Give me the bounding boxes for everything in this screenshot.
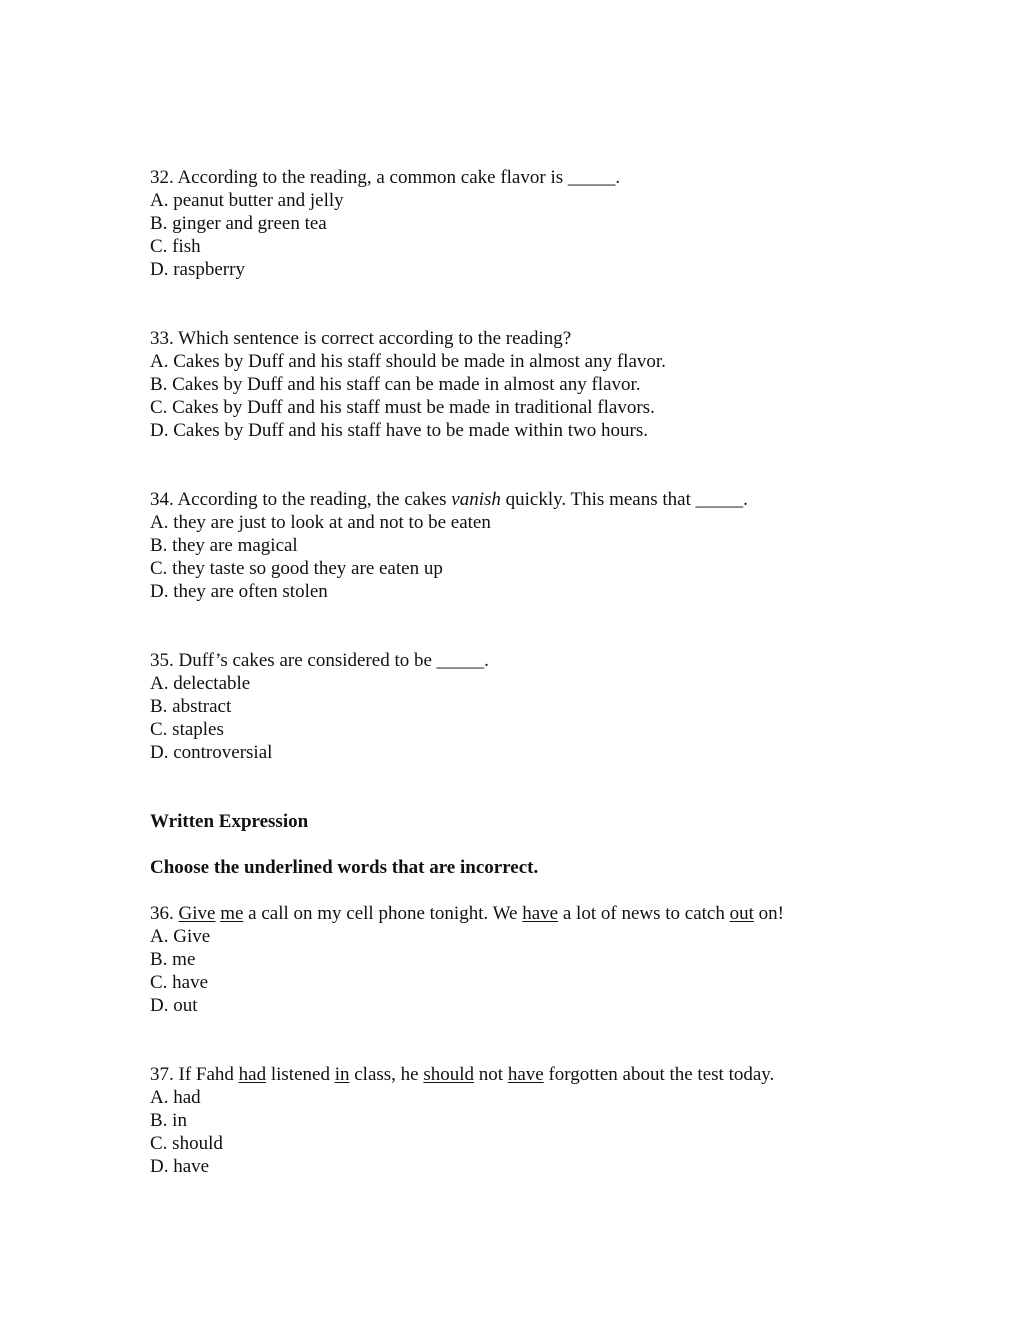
option-a: A. Give <box>150 926 211 947</box>
stem-segment: a call on my cell phone tonight. We <box>243 903 523 924</box>
option-b: B. they are magical <box>150 535 298 556</box>
option-c: C. should <box>150 1133 223 1154</box>
stem-segment: a lot of news to catch <box>558 903 730 924</box>
underlined-word: should <box>423 1064 475 1085</box>
option-b: B. abstract <box>150 696 232 717</box>
stem-segment: listened <box>266 1064 335 1085</box>
question-32 <box>150 166 930 281</box>
stem-segment: not <box>474 1064 508 1085</box>
option-d: D. out <box>150 995 198 1016</box>
section-title: Written Expression <box>150 811 309 832</box>
test-page <box>150 166 930 1178</box>
question-34 <box>150 488 930 603</box>
option-c: C. they taste so good they are eaten up <box>150 558 443 579</box>
underlined-word: out <box>729 903 754 924</box>
option-d: D. Cakes by Duff and his staff have to be made within two hours. <box>150 420 648 441</box>
option-d: D. they are often stolen <box>150 581 328 602</box>
option-c: C. Cakes by Duff and his staff must be made in traditional flavors. <box>150 397 655 418</box>
question-36 <box>150 902 930 1017</box>
option-a: A. peanut butter and jelly <box>150 190 344 211</box>
question-33 <box>150 327 930 442</box>
stem-segment: 37. If Fahd <box>150 1064 239 1085</box>
option-a: A. Cakes by Duff and his staff should be made in almost any flavor. <box>150 351 666 372</box>
option-c: C. staples <box>150 719 224 740</box>
option-a: A. delectable <box>150 673 251 694</box>
option-b: B. me <box>150 949 196 970</box>
option-d: D. controversial <box>150 742 273 763</box>
question-37 <box>150 1063 930 1178</box>
stem-segment: on! <box>753 903 784 924</box>
option-c: C. fish <box>150 236 201 257</box>
stem-segment: 36. <box>150 903 179 924</box>
question-stem: 33. Which sentence is correct according to the reading? <box>150 328 572 349</box>
underlined-word: Give <box>178 903 216 924</box>
option-d: D. have <box>150 1156 210 1177</box>
question-35 <box>150 649 930 764</box>
underlined-word: have <box>507 1064 544 1085</box>
option-b: B. in <box>150 1110 187 1131</box>
stem-text: quickly. This means that _____. <box>500 489 748 510</box>
question-stem: 35. Duff’s cakes are considered to be _____. <box>150 650 489 671</box>
option-a: A. had <box>150 1087 201 1108</box>
stem-segment: class, he <box>349 1064 424 1085</box>
stem-italic-word: vanish <box>451 489 501 510</box>
underlined-word: in <box>334 1064 350 1085</box>
stem-segment: forgotten about the test today. <box>543 1064 775 1085</box>
question-stem <box>150 902 930 925</box>
question-stem <box>150 488 930 511</box>
underlined-word: have <box>522 903 559 924</box>
option-b: B. ginger and green tea <box>150 213 327 234</box>
option-a: A. they are just to look at and not to be eaten <box>150 512 491 533</box>
option-c: C. have <box>150 972 209 993</box>
section-instruction: Choose the underlined words that are incorrect. <box>150 857 539 878</box>
question-stem <box>150 1063 930 1086</box>
underlined-word: me <box>220 903 244 924</box>
question-stem: 32. According to the reading, a common cake flavor is _____. <box>150 167 621 188</box>
option-b: B. Cakes by Duff and his staff can be made in almost any flavor. <box>150 374 641 395</box>
option-d: D. raspberry <box>150 259 245 280</box>
underlined-word: had <box>238 1064 267 1085</box>
stem-text: 34. According to the reading, the cakes <box>150 489 452 510</box>
